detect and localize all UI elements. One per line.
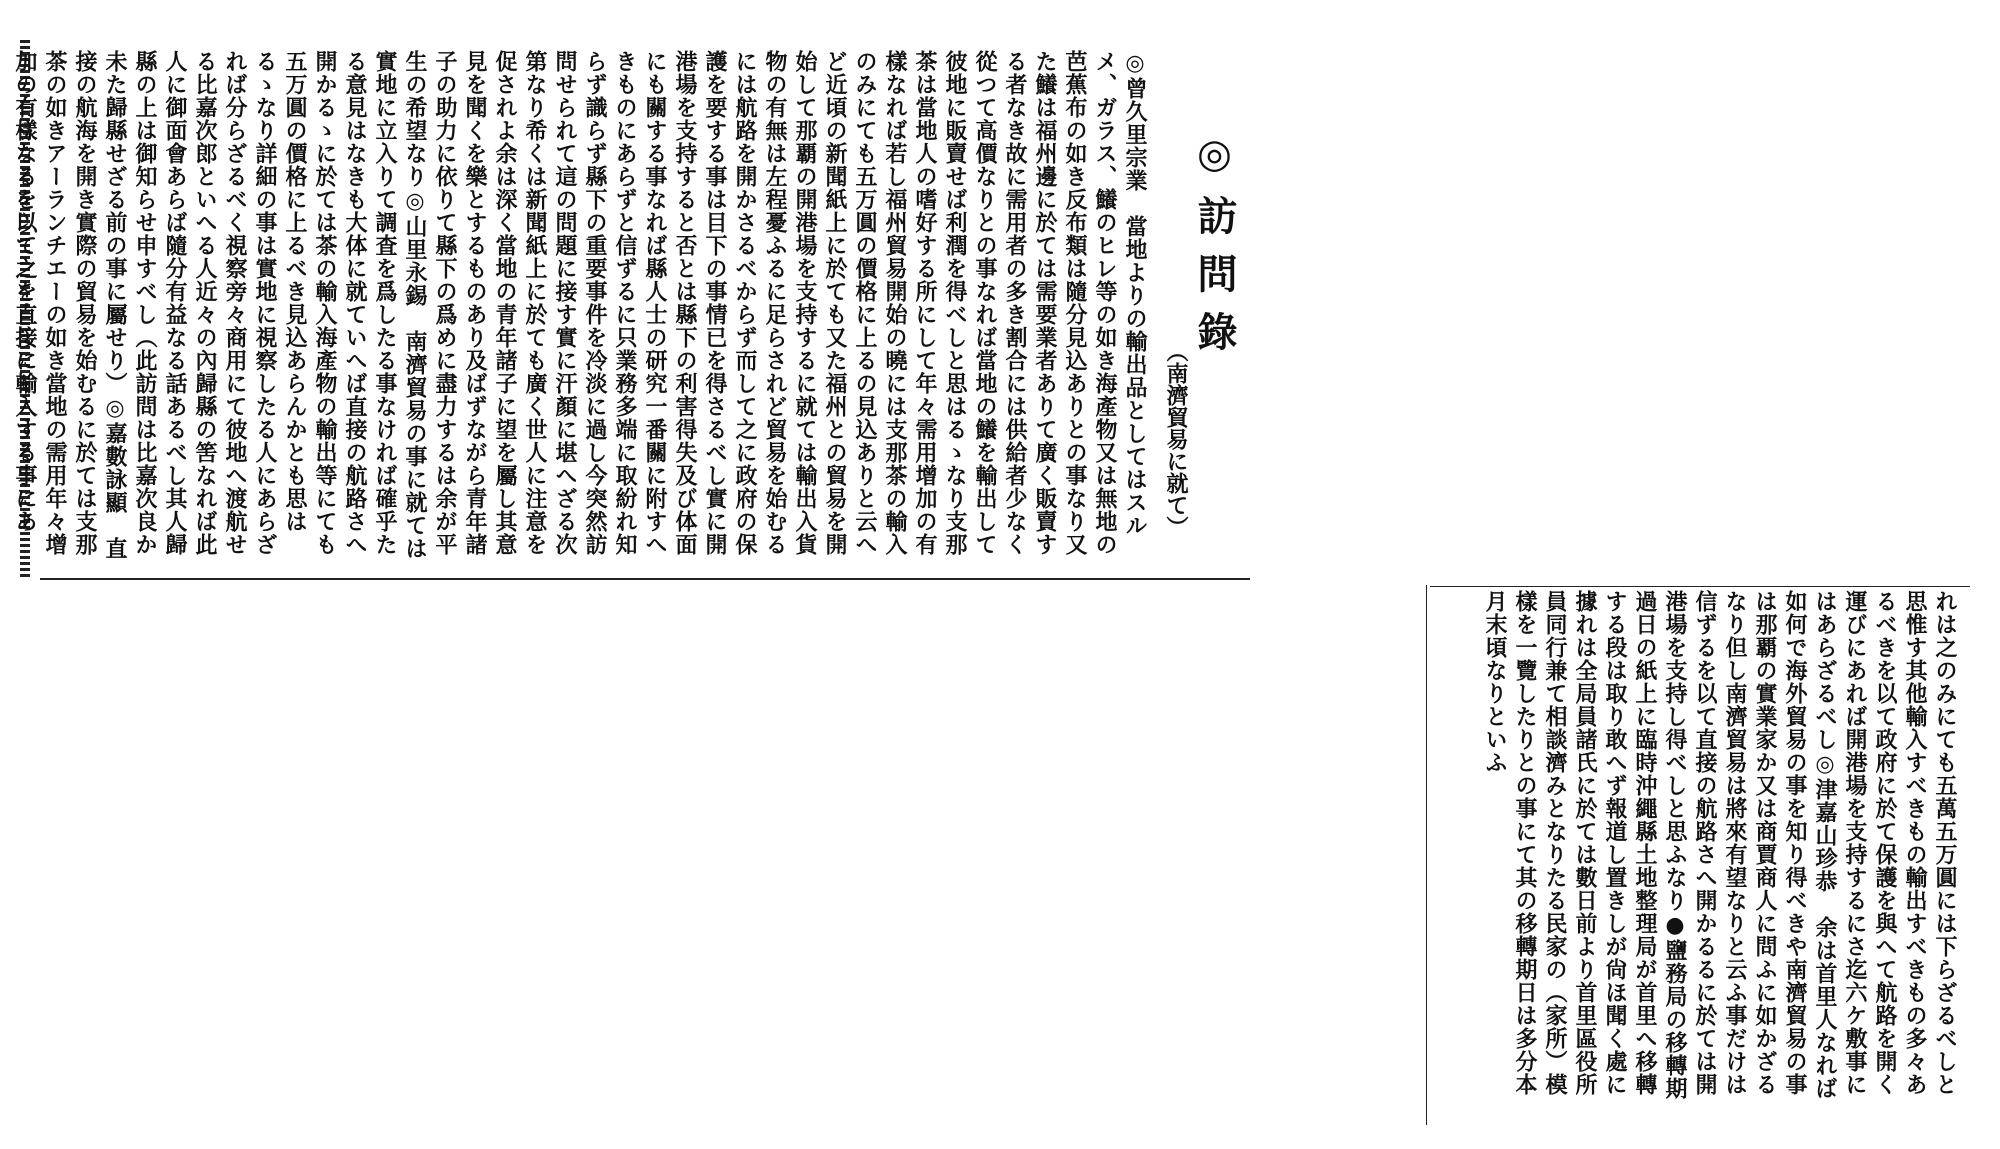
lower-block-top-rule	[1430, 586, 1970, 587]
column-divider-rule	[1426, 585, 1427, 1125]
article-body-lower-block: れは之のみにても五萬五万圓には下らざるべしと思惟す其他輸入すべきもの輸出すべきもの多々あるべきを以て政府に於て保護を與へて航路を開く運びにあれば開港場を支持するにさ迄六ケ敷事にはあらざるべし◎津嘉山珍恭 余は首里人なれば如何で海外貿易の事を知り得べきや南濟貿易の事は那覇の實業家か又は商賈商人に問ふに如かざるなり但し南濟貿易は將來有望なりと云ふ事だけは信ずるを以て直接の航路さへ開かるるに於ては開港場を支持し得べしと思ふなり●鹽務局の移轉期 過日の紙上に臨時沖繩縣土地整理局が首里へ移轉する段は取り敢へず報道し置きしが尙ほ聞く處に據れは全局員諸氏に於ては數日前より首里區役所員同行兼て相談濟みとなりたる民家の（家所）模樣を一覽したりとの事にて其の移轉期日は多分本月末頃なりといふ	[1482, 590, 1958, 1123]
article-body-upper-block: ◎曾久里宗業 當地よりの輸出品としてはスルメ、ガラス、鱶のヒレ等の如き海產物又は無地の芭蕉布の如き反布類は隨分見込ありとの事なり又た鱶は福州邊に於ては需要業者ありて廣く販賣する者なき故に需用者の多き割合には供給者少なく從つて高價なりとの事なれば當地の鱶を輸出して彼地に販賣せば利潤を得べしと思はるゝなり支那茶は當地人の嗜好する所にして年々需用增加の有樣なれば若し福州貿易開始の曉には支那茶の輸入のみにても五万圓の價格に上るの見込ありと云へど近頃の新聞紙上に於ても又た福州との貿易を開始して那覇の開港場を支持するに就ては輸出入貨物の有無は左程憂ふるに足らされど貿易を始むるには航路を開かさるべからず而して之に政府の保護を要する事は目下の事情已を得さるべし實に開港場を支持すると否とは縣下の利害得失及び体面にも關する事なれば縣人士の研究一番關に附すへきものにあらずと信ずるに只業務多端に取紛れ知らず識らず縣下の重要事件を冷淡に過し今突然訪問せられて這の問題に接す實に汗顏に堪へざる次第なり希くは新聞紙上に於ても廣く世人に注意を促されよ余は深く當地の青年諸子に望を屬し其意見を聞くを樂とするものあり及ばずながら青年諸子の助力に依りて縣下の爲めに盡力するは余が平生の希望なり◎山里永錫 南濟貿易の事に就ては實地に立入りて調査を爲したる事なければ確乎たる意見はなきも大体に就ていへば直接の航路さへ開かるゝに於ては茶の輸入海產物の輸出等にても五万圓の價格に上るべき見込あらんかとも思はるゝなり詳細の事は實地に視察したる人にあらざれば分らざるべく視察旁々商用にて彼地へ渡航せる比嘉次郎といへる人近々の內歸縣の筈なれば此人に御面會あらば隨分有益なる話あるべし其人歸縣の上は御知らせ申すべし（此訪問は比嘉次良か未た歸縣せざる前の事に屬せり）◎嘉數詠顯 直接の航海を開き實際の貿易を始むるに於ては支那茶の如きアーランチエーの如き當地の需用年々增加の有樣なるを以て之を直接に輸入する事にあ	[12, 50, 1148, 560]
article-subtitle: （南濟貿易に就て）	[1163, 340, 1189, 538]
upper-block-bottom-rule	[40, 578, 1250, 580]
article-title: ◎訪問錄	[1191, 130, 1238, 369]
